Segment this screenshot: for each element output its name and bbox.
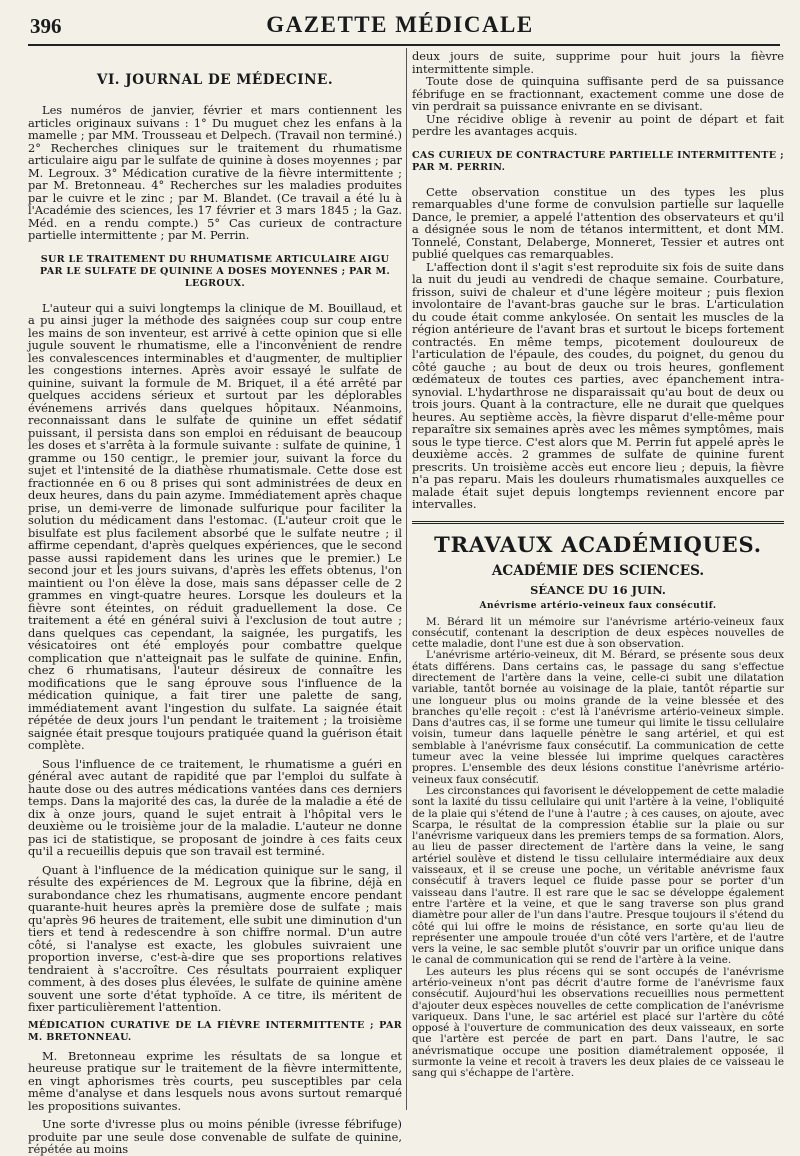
section-rule (412, 521, 784, 524)
paragraph: Les auteurs les plus récens qui se sont occupés de l'anévrisme artério-veineux n'ont pas décrit d'autre forme de l'anévrisme faux consécutif. Aujourd'hui les observations recueillies nous permettent d'ajouter deux espèces nouvelles de cette complication de l'anévrisme variqueux. Dans l'une, le sac artériel est placé sur l'artère du côté opposé à l'ouverture de communication des deux vaisseaux, en sorte que l'artère est percée de part en part. Dans l'autre, le sac anévrismatique occupe une position diamétralement opposée, il surmonte la veine et recoit à travers les deux plaies de ce vaisseau le sang qui s'échappe de l'artère. (412, 965, 784, 1080)
article-title-legroux: SUR LE TRAITEMENT DU RHUMATISME ARTICULAIRE AIGU PAR LE SULFATE DE QUININE A DOSES MOYENNES ; PAR M. LEGROUX. (39, 253, 391, 289)
paragraph: M. Bretonneau exprime les résultats de sa longue et heureuse pratique sur le traitement de la fièvre intermittente, en vingt aphorismes très courts, peu susceptibles par cela même d'analyse et dans lesquels nous avons surtout remarqué les propositions suivantes. (28, 1048, 402, 1113)
paragraph: M. Bérard lit un mémoire sur l'anévrisme artério-veineux faux consécutif, contenant la description de deux espèces nouvelles de cette maladie, dont l'une est due à son observation. (412, 615, 784, 651)
header-rule (28, 44, 780, 46)
column-divider (406, 48, 407, 1110)
paragraph: L'anévrisme artério-veineux, dit M. Bérard, se présente sous deux états différens. Dans certains cas, le passage du sang s'effectue directement de l'artère dans la veine, celle-ci subit une dilatation variable, tantôt bornée au voisinage de la plaie, tantôt répartie sur une longueur plus ou moins grande de la veine blessée et des branches qu'elle reçoit : c'est là l'anévrisme artério-veineux simple. Dans d'autres cas, il se forme une tumeur qui limite le tissu cellulaire voisin, tumeur dans laquelle pénètre le sang artériel, et qui est semblable à l'anévrisme faux consécutif. La communication de cette tumeur avec la veine blessée lui imprime quelques caractères propres. L'ensemble des deux lésions constitue l'anévrisme artério-veineux faux consécutif. (412, 649, 784, 786)
paragraph: deux jours de suite, supprime pour huit jours la fièvre intermittente simple. (412, 49, 784, 76)
paragraph: L'auteur qui a suivi longtemps la clinique de M. Bouillaud, et a pu ainsi juger la méthode des saignées coup sur coup entre les mains de son inventeur, est arrivé à cette opinion que si elle jugule souvent le rhumatisme, elle a l'inconvénient de rendre les convalescences interminables et d'augmenter, de multiplier les congestions internes. Après avoir essayé le sulfate de quinine, suivant la formule de M. Briquet, il a été arrêté par quelques accidens sérieux et surtout par les déplorables événemens arrivés dans quelques hôpitaux. Néanmoins, reconnaissant dans le sulfate de quinine un effet sédatif puissant, il persista dans son emploi en réduisant de beaucoup les doses et s'arrêta à la formule suivante : sulfate de quinine, 1 gramme ou 150 centigr., le premier jour, suivant la force du sujet et l'intensité de la diathèse rhumatismale. Cette dose est fractionnée en 6 ou 8 prises qui sont administrées de deux en deux heures, dans du pain azyme. Immédiatement après chaque prise, un demi-verre de limonade sulfurique pour faciliter la solution du médicament dans l'estomac. (L'auteur croit que le bisulfate est plus facilement absorbé que le sulfate neutre ; il affirme cependant, d'après quelques expériences, que le second passe aussi rapidement dans les urines que le premier.) Le second jour et les jours suivans, d'après les effets obtenus, l'on maintient ou l'on élève la dose, mais sans dépasser celle de 2 grammes en vingt-quatre heures. Lorsque les douleurs et la fièvre sont éteintes, on réduit graduellement la dose. Ce traitement a été en général suivi à l'exclusion de tout autre ; dans quelques cas cependant, la saignée, les purgatifs, les vésicatoires ont été employés pour combattre quelque complication que n'atteignait pas le sulfate de quinine. Enfin, chez 6 rhumatisans, l'auteur désireux de connaître les modifications que le sang éprouve sous l'influence de la médication quinique, a fait tirer une palette de sang, immédiatement avant l'ingestion du sulfate. La saignée était répétée de deux jours l'un pendant le traitement ; la troisième saignée était presque toujours pratiquée quand la guérison était complète. (28, 300, 402, 752)
topic-title: Anévrisme artério-veineux faux consécutif. (479, 600, 717, 611)
academy-text (412, 617, 784, 1080)
intro-paragraph: Les numéros de janvier, février et mars contiennent les articles originaux suivans : 1° Du muguet chez les enfans à la mamelle ; par MM. Trousseau et Delpech. (Travail non terminé.) 2° Recherches cliniques sur le traitement du rhumatisme articulaire aigu par le sulfate de quinine à doses moyennes ; par M. Legroux. 3° Médication curative de la fièvre intermittente ; par M. Bretonneau. 4° Recherches sur les maladies produites par le cuivre et le zinc ; par M. Blandet. (Ce travail a été lu à l'Académie des sciences, les 17 février et 3 mars 1845 ; la Gaz. Méd. en a rendu compte.) 5° Cas curieux de contracture partielle intermittente ; par M. Perrin. (28, 103, 402, 242)
left-column (28, 50, 402, 1156)
page-number: 396 (30, 14, 62, 38)
academy-heading: TRAVAUX ACADÉMIQUES. (434, 531, 762, 557)
paragraph: L'affection dont il s'agit s'est reproduite six fois de suite dans la nuit du jeudi au vendredi de chaque semaine. Courbature, frisson, suivi de chaleur et d'une légère moiteur ; puis flexion involontaire de l'avant-bras gauche sur le bras. L'articulation du coude était comme ankylosée. On sentait les muscles de la région antérieure de l'avant bras et surtout le biceps fortement contractés. En même temps, picotement douloureux de l'articulation de l'épaule, des coudes, du poignet, du genou du côté gauche ; au bout de deux ou trois heures, gonflement œdémateux de toutes ces parties, avec épanchement intra-synovial. L'hydarthrose ne disparaissait qu'au bout de deux ou trois jours. Quant à la contracture, elle ne durait que quelques heures. Au septième accès, la fièvre disparut d'elle-même pour reparaître six semaines après avec les mêmes symptômes, mais sous le type tierce. C'est alors que M. Perrin fut appelé après le deuxième accès. 2 grammes de sulfate de quinine furent prescrits. Un troisième accès eut encore lieu ; depuis, la fièvre n'a pas reparu. Mais les douleurs rhumatismales auxquelles ce malade était sujet depuis longtemps reviennent encore par intervalles. (412, 259, 784, 511)
running-head: GAZETTE MÉDICALE (266, 12, 534, 37)
paragraph: Une récidive oblige à revenir au point de départ et fait perdre les avantages acquis. (412, 111, 784, 138)
session-date: SÉANCE DU 16 JUIN. (530, 582, 666, 597)
paragraph: Toute dose de quinquina suffisante perd de sa puissance fébrifuge en se fractionnant, exactement comme une dose de vin perdrait sa puissance enivrante en se divisant. (412, 74, 784, 113)
academy-subheading: ACADÉMIE DES SCIENCES. (491, 562, 705, 579)
article-title-perrin: CAS CURIEUX DE CONTRACTURE PARTIELLE INTERMITTENTE ; PAR M. PERRIN. (412, 149, 784, 173)
section-title: VI. JOURNAL DE MÉDECINE. (96, 72, 334, 88)
paragraph: Quant à l'influence de la médication quinique sur le sang, il résulte des expériences de M. Legroux que la fibrine, déjà en surabondance chez les rhumatisans, augmente encore pendant quarante-huit heures après la première dose de sulfate ; mais qu'après 96 heures de traitement, elle subit une diminution d'un tiers et tend à redescendre à son chiffre normal. D'un autre côté, si l'analyse est exacte, les globules suivraient une proportion inverse, c'est-à-dire que ses proportions relatives tendraient à s'accroître. Ces résultats pourraient expliquer comment, à des doses plus élevées, le sulfate de quinine amène souvent une sorte d'état typhoïde. A ce titre, ils méritent de fixer particulièrement l'attention. (28, 862, 402, 1014)
paragraph: Cette observation constitue un des types les plus remarquables d'une forme de convulsion partielle sur laquelle Dance, le premier, a appelé l'attention des observateurs et qu'il a désignée sous le nom de tétanos intermittent, et dont MM. Tonnelé, Constant, Delaberge, Monneret, Tessier et autres ont publié quelques cas remarquables. (412, 184, 784, 261)
paragraph: Les circonstances qui favorisent le développement de cette maladie sont la laxité du tissu cellulaire qui unit l'artère à la veine, l'obliquité de la plaie qui s'étend de l'une à l'autre ; à ces causes, on ajoute, avec Scarpa, le résultat de la compression établie sur la plaie ou sur l'anévrisme variqueux dans les premiers temps de sa formation. Alors, au lieu de passer directement de l'artère dans la veine, le sang artériel soulève et distend le tissu cellulaire intermédiaire aux deux vaisseaux, et il se creuse une poche, un véritable anévrisme faux consécutif à travers lequel ce fluide passe pour se porter d'un vaisseau dans l'autre. Il est rare que le sac se développe également entre l'artère et la veine, et que le sang traverse son plus grand diamètre pour aller de l'un dans l'autre. Presque toujours il s'étend du côté qui lui offre le moins de résistance, en sorte qu'au lieu de représenter une ampoule trouée d'un côté vers l'artère, et de l'autre vers la veine, le sac semble plutôt s'ouvrir par un orifice unique dans le canal de communication qui se rend de l'artère à la veine. (412, 784, 785, 967)
paragraph: Une sorte d'ivresse plus ou moins pénible (ivresse fébrifuge) produite par une seule dose convenable de sulfate de quinine, répétée au moins (28, 1117, 402, 1156)
article-title-bretonneau: MÉDICATION CURATIVE DE LA FIÈVRE INTERMITTENTE ; PAR M. BRETONNEAU. (28, 1019, 402, 1043)
paragraph: Sous l'influence de ce traitement, le rhumatisme a guéri en général avec autant de rapidité que par l'emploi du sulfate à haute dose ou des autres médications vantées dans ces derniers temps. Dans la majorité des cas, la durée de la maladie a été de dix à onze jours, quand le sujet entrait à l'hôpital vers le deuxième ou le troisième jour de la maladie. L'auteur ne donne pas ici de statistique, se proposant de joindre à ces faits ceux qu'il a recueillis depuis que son travail est terminé. (28, 756, 402, 858)
right-column (412, 50, 784, 1110)
